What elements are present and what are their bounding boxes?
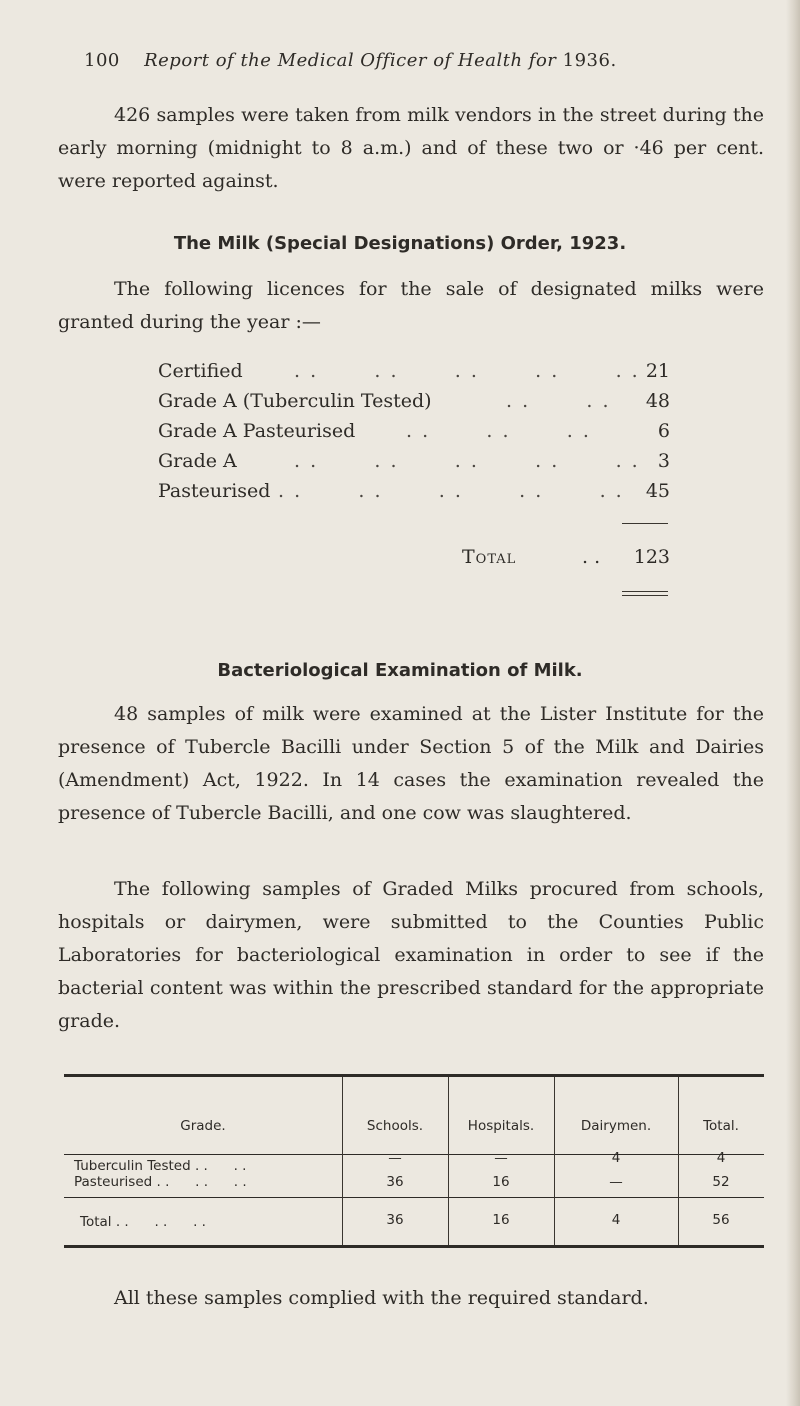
hospitals-cell: — bbox=[494, 1150, 508, 1166]
schools-cell: — bbox=[388, 1150, 402, 1166]
licence-count: 45 bbox=[645, 480, 670, 502]
double-rule-bottom bbox=[622, 595, 668, 596]
grade-cell: Pasteurised . . . . . . bbox=[74, 1174, 247, 1190]
licences-list bbox=[158, 356, 670, 506]
header-hospitals: Hospitals. bbox=[467, 1118, 535, 1134]
total-cell: 4 bbox=[716, 1150, 726, 1166]
leader-dots: . . bbox=[582, 546, 601, 568]
schools-cell: 36 bbox=[386, 1212, 404, 1228]
dairymen-cell: 4 bbox=[611, 1212, 621, 1228]
licence-row bbox=[158, 386, 670, 416]
report-year: 1936. bbox=[562, 50, 617, 71]
licence-label: Grade A bbox=[158, 450, 237, 472]
double-rule-top bbox=[622, 591, 668, 592]
header-dairymen: Dairymen. bbox=[580, 1118, 652, 1134]
leader-dots: . . . . . . . . . . bbox=[278, 480, 624, 502]
dairymen-cell: — bbox=[609, 1174, 623, 1190]
licence-label: Pasteurised bbox=[158, 480, 271, 502]
total-label: Total bbox=[462, 546, 517, 568]
licences-total-row bbox=[158, 542, 670, 572]
leader-dots: . . . . . . bbox=[406, 420, 591, 442]
leader-dots: . . . . bbox=[506, 390, 611, 412]
graded-milks-table bbox=[64, 1074, 764, 1248]
licence-label: Certified bbox=[158, 360, 243, 382]
leader-dots: . . . . . . . . . . bbox=[294, 360, 640, 382]
graded-milks-paragraph: The following samples of Graded Milks procured from schools, hospitals or dairymen, were submitted to the Counties Public Laboratories for bacteriological examination in order to see if the bacterial content was within the prescribed standard for the appropriate grade. bbox=[58, 878, 764, 1032]
licence-label: Grade A (Tuberculin Tested) bbox=[158, 390, 432, 412]
licence-count: 6 bbox=[657, 420, 670, 442]
licence-row bbox=[158, 446, 670, 476]
header-grade: Grade. bbox=[180, 1118, 226, 1134]
section-heading-milk-order: The Milk (Special Designations) Order, 1923. bbox=[173, 233, 627, 254]
total-cell: 52 bbox=[712, 1174, 730, 1190]
hospitals-cell: 16 bbox=[492, 1212, 510, 1228]
schools-cell: 36 bbox=[386, 1174, 404, 1190]
header-schools: Schools. bbox=[366, 1118, 424, 1134]
intro-paragraph: 426 samples were taken from milk vendors in the street during the early morning (midnight to 8 a.m.) and of these two or ·46 per cent. were reported against. bbox=[58, 104, 764, 192]
leader-dots: . . . . . . . . . . bbox=[294, 450, 640, 472]
total-cell: 56 bbox=[712, 1212, 730, 1228]
page-edge-shadow bbox=[786, 0, 800, 1406]
sum-rule bbox=[622, 523, 668, 524]
licence-row bbox=[158, 416, 670, 446]
running-header bbox=[84, 50, 617, 71]
closing-paragraph: All these samples complied with the required standard. bbox=[114, 1287, 649, 1309]
licences-intro-paragraph: The following licences for the sale of designated milks were granted during the year :— bbox=[58, 278, 764, 333]
licence-count: 3 bbox=[657, 450, 670, 472]
dairymen-cell: 4 bbox=[611, 1150, 621, 1166]
table-bottom-rule bbox=[64, 1245, 764, 1248]
licence-count: 48 bbox=[645, 390, 670, 412]
page-number: 100 bbox=[84, 50, 120, 71]
hospitals-cell: 16 bbox=[492, 1174, 510, 1190]
lister-paragraph: 48 samples of milk were examined at the Lister Institute for the presence of Tubercle Bacilli under Section 5 of the Milk and Dairies (Amendment) Act, 1922. In 14 cases the examination revealed the presence of Tubercle Bacilli, and one cow was slaughtered. bbox=[58, 703, 764, 824]
section-heading-bacteriological: Bacteriological Examination of Milk. bbox=[217, 660, 583, 681]
table-top-rule bbox=[64, 1074, 764, 1077]
licence-label: Grade A Pasteurised bbox=[158, 420, 356, 442]
table-total-rule bbox=[64, 1197, 764, 1198]
total-count: 123 bbox=[633, 546, 670, 568]
licence-count: 21 bbox=[645, 360, 670, 382]
licence-row bbox=[158, 476, 670, 506]
header-total: Total. bbox=[703, 1118, 739, 1134]
report-title: Report of the Medical Officer of Health for bbox=[144, 50, 557, 71]
licence-row bbox=[158, 356, 670, 386]
grade-cell: Total . . . . . . bbox=[80, 1214, 206, 1230]
grade-cell: Tuberculin Tested . . . . bbox=[74, 1158, 247, 1174]
